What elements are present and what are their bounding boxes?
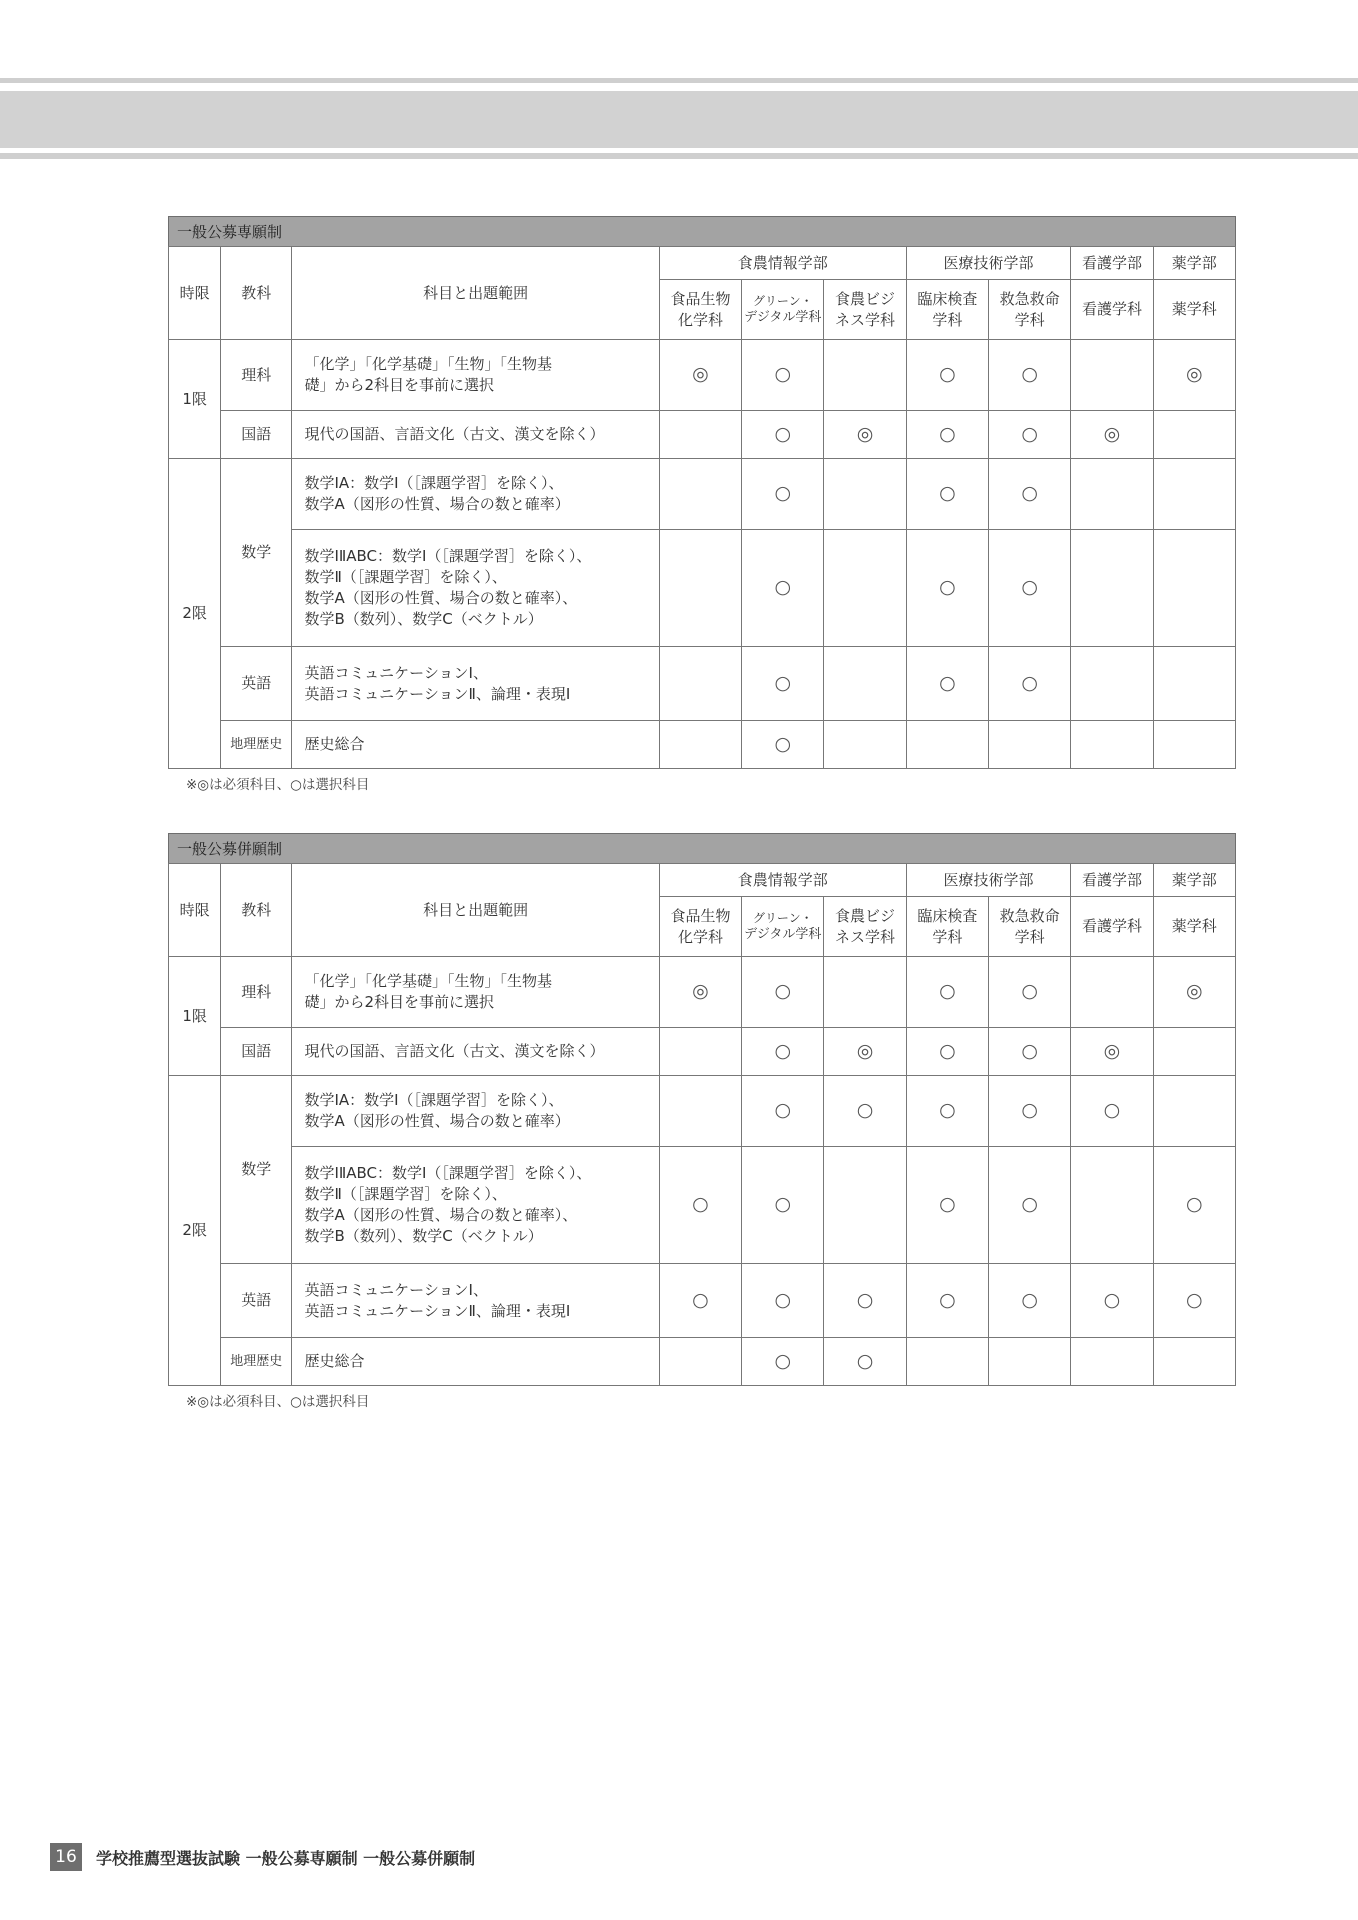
table-row <box>169 1264 1236 1338</box>
department-label-line: 化学科 <box>677 927 723 946</box>
mark-cell <box>1071 721 1153 769</box>
mark-cell: ○ <box>906 957 988 1028</box>
mark-cell <box>659 647 741 721</box>
subject-cell: 数学 <box>221 459 292 647</box>
mark-cell: ○ <box>906 1264 988 1338</box>
period-cell: 2限 <box>169 1076 221 1386</box>
mark-cell <box>824 647 906 721</box>
subject-cell: 数学 <box>221 1076 292 1264</box>
period-cell: 2限 <box>169 459 221 769</box>
schedule-table <box>168 863 1236 1386</box>
mark-cell: ○ <box>824 1076 906 1147</box>
range-line: 数学A（図形の性質、場合の数と確率）、 <box>304 1206 578 1224</box>
mark-cell <box>1071 530 1153 647</box>
range-line: 現代の国語、言語文化（古文、漢文を除く） <box>304 425 605 443</box>
range-line: 数学Ⅱ（［課題学習］を除く）、 <box>304 1185 507 1203</box>
header-row-faculties <box>169 864 1236 897</box>
subject-cell: 地理歴史 <box>221 1338 292 1386</box>
header-range: 科目と出題範囲 <box>292 864 659 957</box>
mark-cell: ○ <box>742 459 824 530</box>
header-department <box>1153 280 1235 340</box>
header-department <box>742 897 824 957</box>
range-cell <box>292 1076 659 1147</box>
department-label-line: 学科 <box>1014 927 1045 946</box>
mark-cell: ○ <box>989 340 1071 411</box>
mark-cell <box>1153 459 1235 530</box>
mark-cell <box>1071 1338 1153 1386</box>
mark-cell <box>1071 957 1153 1028</box>
range-line: 数学ⅠA：数学Ⅰ（［課題学習］を除く）、 <box>304 1091 564 1109</box>
range-cell <box>292 459 659 530</box>
mark-cell <box>1153 1076 1235 1147</box>
department-label-line: グリーン・ <box>752 293 813 308</box>
header-department <box>659 897 741 957</box>
mark-cell: ○ <box>742 721 824 769</box>
mark-cell <box>1153 1028 1235 1076</box>
department-label-line: ネス学科 <box>835 310 896 329</box>
department-label-line: 学科 <box>932 310 963 329</box>
department-label-line: デジタル学科 <box>744 926 822 942</box>
range-line: 数学ⅠA：数学Ⅰ（［課題学習］を除く）、 <box>304 474 564 492</box>
header-faculty: 食農情報学部 <box>659 864 906 897</box>
mark-cell: ○ <box>1071 1076 1153 1147</box>
department-label-line: 看護学科 <box>1081 917 1142 936</box>
header-row-faculties <box>169 247 1236 280</box>
mark-cell <box>824 957 906 1028</box>
mark-cell <box>1071 647 1153 721</box>
range-cell <box>292 530 659 647</box>
range-line: 「化学」「化学基礎」「生物」「生物基 <box>304 355 552 373</box>
range-cell <box>292 721 659 769</box>
table-row <box>169 1338 1236 1386</box>
range-line: 英語コミュニケーションⅡ、論理・表現Ⅰ <box>304 1301 571 1320</box>
mark-cell <box>989 1338 1071 1386</box>
mark-cell <box>824 1147 906 1264</box>
mark-cell: ○ <box>906 647 988 721</box>
header-faculty: 薬学部 <box>1153 247 1235 280</box>
schedule-table <box>168 246 1236 769</box>
mark-cell <box>906 721 988 769</box>
mark-cell <box>659 1028 741 1076</box>
mark-cell: ◎ <box>659 340 741 411</box>
department-label-line: 学科 <box>932 927 963 946</box>
department-label-line: 救急救命 <box>999 290 1060 309</box>
header-faculty: 医療技術学部 <box>906 864 1071 897</box>
department-label-line: 薬学科 <box>1171 300 1217 319</box>
schedule-title: 一般公募専願制 <box>168 216 1236 246</box>
mark-cell: ◎ <box>824 411 906 459</box>
mark-cell: ○ <box>659 1264 741 1338</box>
mark-cell: ○ <box>742 1338 824 1386</box>
mark-cell <box>659 411 741 459</box>
header-jigen: 時限 <box>169 864 221 957</box>
department-label-line: グリーン・ <box>752 910 813 925</box>
department-label-line: 学科 <box>1014 310 1045 329</box>
header-department <box>906 897 988 957</box>
range-line: 礎」から2科目を事前に選択 <box>304 376 494 394</box>
department-label-line: 臨床検査 <box>917 290 978 309</box>
range-line: 歴史総合 <box>304 735 365 753</box>
mark-cell: ◎ <box>1071 1028 1153 1076</box>
schedule-title: 一般公募併願制 <box>168 833 1236 863</box>
mark-cell <box>824 530 906 647</box>
subject-cell: 英語 <box>221 647 292 721</box>
range-cell <box>292 1264 659 1338</box>
mark-cell: ○ <box>906 340 988 411</box>
mark-cell: ○ <box>742 957 824 1028</box>
department-label-line: 救急救命 <box>999 907 1060 926</box>
range-cell <box>292 647 659 721</box>
header-department <box>824 280 906 340</box>
range-cell <box>292 340 659 411</box>
table-row <box>169 459 1236 530</box>
subject-cell: 国語 <box>221 1028 292 1076</box>
range-cell <box>292 411 659 459</box>
mark-cell: ○ <box>1153 1264 1235 1338</box>
mark-cell: ◎ <box>659 957 741 1028</box>
range-line: 英語コミュニケーションⅠ、 <box>304 663 488 682</box>
mark-cell: ○ <box>989 530 1071 647</box>
department-label-line: 臨床検査 <box>917 907 978 926</box>
range-line: 現代の国語、言語文化（古文、漢文を除く） <box>304 1042 605 1060</box>
mark-cell <box>659 1338 741 1386</box>
page-number: 16 <box>50 1843 82 1871</box>
schedule-note: ※◎は必須科目、○は選択科目 <box>186 777 370 793</box>
range-line: 数学ⅠⅡABC：数学Ⅰ（［課題学習］を除く）、 <box>304 547 592 565</box>
mark-cell: ○ <box>989 957 1071 1028</box>
mark-cell: ○ <box>989 647 1071 721</box>
header-kyoka: 教科 <box>221 864 292 957</box>
mark-cell: ◎ <box>824 1028 906 1076</box>
department-label-line: 食品生物 <box>670 907 731 926</box>
department-label-line: ネス学科 <box>835 927 896 946</box>
mark-cell: ○ <box>742 1264 824 1338</box>
header-department <box>989 280 1071 340</box>
period-cell: 1限 <box>169 957 221 1076</box>
range-cell <box>292 1338 659 1386</box>
header-faculty: 看護学部 <box>1071 247 1153 280</box>
range-line: 数学Ⅱ（［課題学習］を除く）、 <box>304 568 507 586</box>
header-department <box>1071 280 1153 340</box>
mark-cell <box>824 340 906 411</box>
header-band-bottom-line <box>0 153 1358 159</box>
header-department <box>1153 897 1235 957</box>
mark-cell: ○ <box>742 530 824 647</box>
mark-cell <box>1153 411 1235 459</box>
mark-cell: ○ <box>989 1076 1071 1147</box>
table-row <box>169 340 1236 411</box>
page-footer <box>50 1843 475 1871</box>
table-row <box>169 1028 1236 1076</box>
department-label-line: 看護学科 <box>1081 300 1142 319</box>
mark-cell: ○ <box>742 1028 824 1076</box>
range-line: 英語コミュニケーションⅠ、 <box>304 1280 488 1299</box>
mark-cell <box>906 1338 988 1386</box>
range-line: 礎」から2科目を事前に選択 <box>304 993 494 1011</box>
department-label-line: 化学科 <box>677 310 723 329</box>
period-cell: 1限 <box>169 340 221 459</box>
header-department <box>742 280 824 340</box>
range-line: 数学A（図形の性質、場合の数と確率）、 <box>304 589 578 607</box>
mark-cell: ○ <box>1071 1264 1153 1338</box>
mark-cell: ○ <box>989 1147 1071 1264</box>
table-row <box>169 1147 1236 1264</box>
mark-cell: ○ <box>742 340 824 411</box>
table-row <box>169 1076 1236 1147</box>
mark-cell: ○ <box>659 1147 741 1264</box>
department-label-line: 食品生物 <box>670 290 731 309</box>
header-band <box>0 91 1358 148</box>
mark-cell: ○ <box>906 411 988 459</box>
mark-cell <box>824 721 906 769</box>
department-label-line: 食農ビジ <box>835 907 896 926</box>
mark-cell <box>1071 459 1153 530</box>
range-line: 数学A（図形の性質、場合の数と確率） <box>304 1112 570 1130</box>
header-kyoka: 教科 <box>221 247 292 340</box>
subject-cell: 英語 <box>221 1264 292 1338</box>
schedule-note: ※◎は必須科目、○は選択科目 <box>186 1394 370 1410</box>
header-department <box>1071 897 1153 957</box>
mark-cell <box>659 1076 741 1147</box>
mark-cell <box>1153 1338 1235 1386</box>
mark-cell: ○ <box>742 1076 824 1147</box>
mark-cell: ○ <box>906 1147 988 1264</box>
range-line: 数学B（数列）、数学C（ベクトル） <box>304 610 543 628</box>
range-cell <box>292 1147 659 1264</box>
mark-cell: ○ <box>989 411 1071 459</box>
table-row <box>169 530 1236 647</box>
mark-cell <box>659 459 741 530</box>
mark-cell: ○ <box>824 1264 906 1338</box>
header-band-top-line <box>0 78 1358 83</box>
range-line: 数学B（数列）、数学C（ベクトル） <box>304 1227 543 1245</box>
mark-cell <box>1071 1147 1153 1264</box>
mark-cell: ○ <box>989 1264 1071 1338</box>
mark-cell: ◎ <box>1153 957 1235 1028</box>
schedule-block-senganse <box>168 216 1236 795</box>
mark-cell: ○ <box>742 1147 824 1264</box>
range-line: 数学ⅠⅡABC：数学Ⅰ（［課題学習］を除く）、 <box>304 1164 592 1182</box>
department-label-line: 薬学科 <box>1171 917 1217 936</box>
subject-cell: 理科 <box>221 340 292 411</box>
schedule-block-heiganse <box>168 833 1236 1412</box>
header-department <box>906 280 988 340</box>
mark-cell <box>824 459 906 530</box>
subject-cell: 国語 <box>221 411 292 459</box>
header-department <box>659 280 741 340</box>
mark-cell: ○ <box>742 647 824 721</box>
mark-cell: ○ <box>906 530 988 647</box>
range-line: 「化学」「化学基礎」「生物」「生物基 <box>304 972 552 990</box>
range-line: 数学A（図形の性質、場合の数と確率） <box>304 495 570 513</box>
table-row <box>169 411 1236 459</box>
department-label-line: デジタル学科 <box>744 309 822 325</box>
header-jigen: 時限 <box>169 247 221 340</box>
mark-cell <box>1071 340 1153 411</box>
header-range: 科目と出題範囲 <box>292 247 659 340</box>
mark-cell: ○ <box>742 411 824 459</box>
mark-cell: ○ <box>989 459 1071 530</box>
mark-cell: ○ <box>906 1076 988 1147</box>
mark-cell: ◎ <box>1071 411 1153 459</box>
table-row <box>169 957 1236 1028</box>
mark-cell <box>1153 530 1235 647</box>
subject-cell: 理科 <box>221 957 292 1028</box>
header-faculty: 医療技術学部 <box>906 247 1071 280</box>
header-faculty: 看護学部 <box>1071 864 1153 897</box>
mark-cell: ○ <box>906 459 988 530</box>
mark-cell: ○ <box>824 1338 906 1386</box>
mark-cell <box>1153 647 1235 721</box>
range-line: 歴史総合 <box>304 1352 365 1370</box>
table-row <box>169 647 1236 721</box>
mark-cell <box>659 721 741 769</box>
mark-cell: ○ <box>989 1028 1071 1076</box>
mark-cell <box>659 530 741 647</box>
header-faculty: 食農情報学部 <box>659 247 906 280</box>
mark-cell <box>1153 721 1235 769</box>
range-cell <box>292 957 659 1028</box>
header-faculty: 薬学部 <box>1153 864 1235 897</box>
header-department <box>824 897 906 957</box>
mark-cell: ○ <box>1153 1147 1235 1264</box>
range-cell <box>292 1028 659 1076</box>
table-row <box>169 721 1236 769</box>
mark-cell: ◎ <box>1153 340 1235 411</box>
mark-cell <box>989 721 1071 769</box>
department-label-line: 食農ビジ <box>835 290 896 309</box>
mark-cell: ○ <box>906 1028 988 1076</box>
range-line: 英語コミュニケーションⅡ、論理・表現Ⅰ <box>304 684 571 703</box>
footer-title: 学校推薦型選抜試験 一般公募専願制 一般公募併願制 <box>96 1848 476 1868</box>
subject-cell: 地理歴史 <box>221 721 292 769</box>
header-department <box>989 897 1071 957</box>
